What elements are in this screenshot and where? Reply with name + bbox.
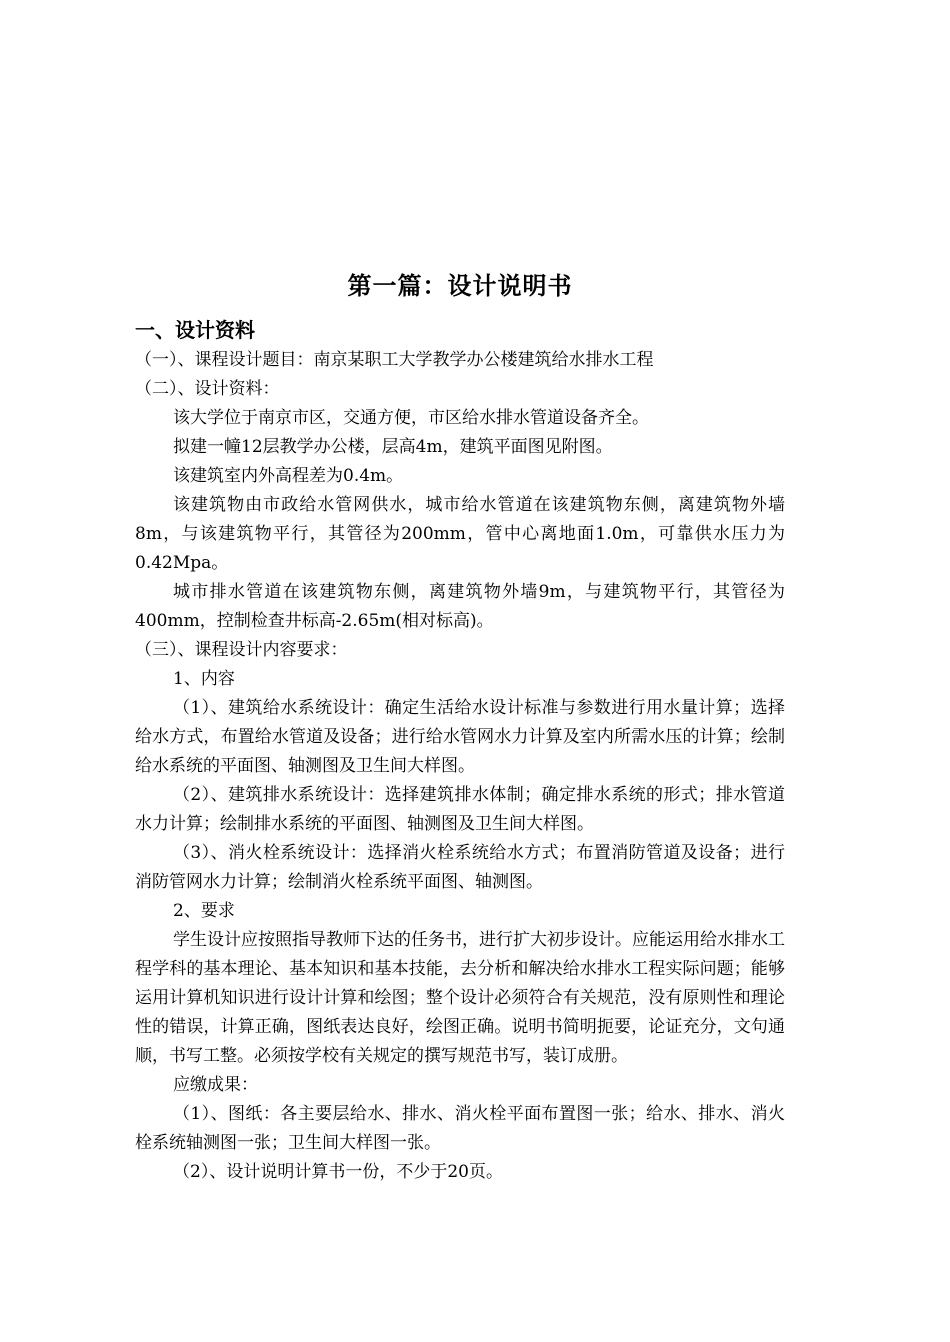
paragraph-item-drainage-system: （2）、建筑排水系统设计：选择建筑排水体制；确定排水系统的形式；排水管道水力计算；绘制排水系统的平面图、轴测图及卫生间大样图。 [135,785,785,834]
paragraph-requirements-heading: （三）、课程设计内容要求： [135,640,348,660]
document-page [135,268,785,1187]
paragraph-content-heading: 1、内容 [173,669,235,689]
paragraph-location: 该大学位于南京市区，交通方便，市区给水排水管道设备齐全。 [173,408,649,428]
paragraph-elevation: 该建筑室内外高程差为0.4m。 [173,466,404,486]
paragraph-requirement-heading: 2、要求 [173,901,235,921]
paragraph-drainage: 城市排水管道在该建筑物东侧，离建筑物外墙9m，与建筑物平行，其管径为400mm，控制检查井标高-2.65m(相对标高)。 [135,582,785,631]
page-title: 第一篇：设计说明书 [347,271,573,300]
section-heading: 一、设计资料 [135,318,255,342]
paragraph-water-supply: 该建筑物由市政给水管网供水，城市给水管道在该建筑物东侧，离建筑物外墙8m，与该建筑物平行，其管径为200mm，管中心离地面1.0m，可靠供水压力为0.42Mpa。 [135,495,785,573]
paragraph-deliverables-heading: 应缴成果： [173,1075,258,1095]
paragraph-item-water-system: （1）、建筑给水系统设计：确定生活给水设计标准与参数进行用水量计算；选择给水方式，布置给水管道及设备；进行给水管网水力计算及室内所需水压的计算；绘制给水系统的平面图、轴测图及卫生间大样图。 [135,698,785,776]
paragraph-design-data-heading: （二）、设计资料： [135,379,280,399]
paragraph-course-topic: （一）、课程设计题目：南京某职工大学教学办公楼建筑给水排水工程 [135,350,654,370]
paragraph-deliverable-drawings: （1）、图纸：各主要层给水、排水、消火栓平面布置图一张；给水、排水、消火栓系统轴测图一张；卫生间大样图一张。 [135,1104,785,1153]
paragraph-deliverable-report: （2）、设计说明计算书一份，不少于20页。 [173,1162,503,1182]
paragraph-building: 拟建一幢12层教学办公楼，层高4m，建筑平面图见附图。 [173,437,613,457]
paragraph-item-hydrant-system: （3）、消火栓系统设计：选择消火栓系统给水方式；布置消防管道及设备；进行消防管网水力计算；绘制消火栓系统平面图、轴测图。 [135,843,785,892]
paragraph-requirement-text: 学生设计应按照指导教师下达的任务书，进行扩大初步设计。应能运用给水排水工程学科的基本理论、基本知识和基本技能，去分析和解决给水排水工程实际问题；能够运用计算机知识进行设计计算和绘图；整个设计必须符合有关规范，没有原则性和理论性的错误，计算正确，图纸表达良好，绘图正确。说明书简明扼要，论证充分，文句通顺，书写工整。必须按学校有关规定的撰写规范书写，装订成册。 [135,930,785,1066]
